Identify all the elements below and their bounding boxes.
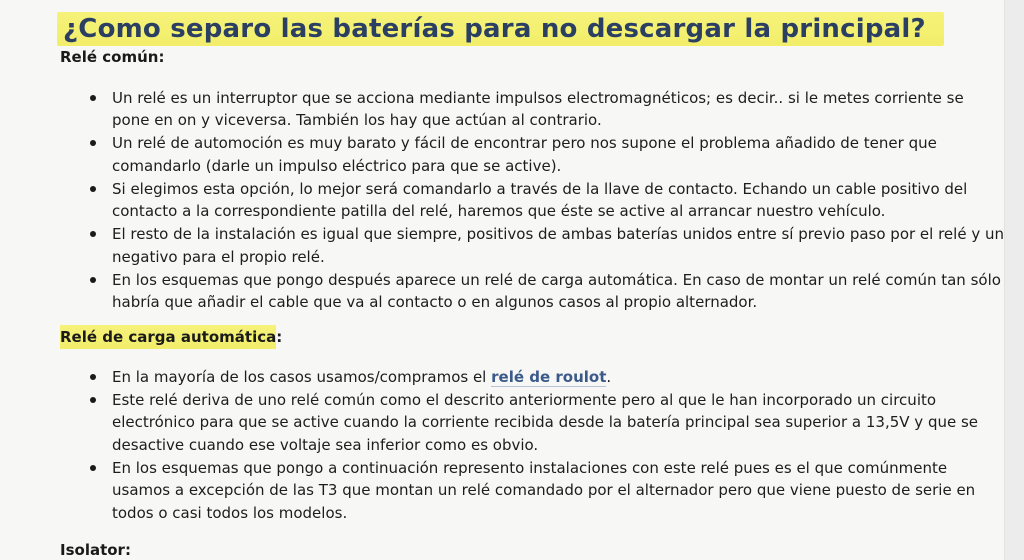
list-item: Este relé deriva de uno relé común como el descrito anteriormente pero al que le han incorporado un circuito electrónico para que se active cuando la corriente recibida desde la batería principal sea superior a 13,5V y que se desactive cuando ese voltaje sea inferior como es obvio.: [60, 389, 1005, 456]
rele-comun-list: [60, 87, 1005, 313]
list-item-text: En la mayoría de los casos usamos/compramos el: [112, 368, 492, 386]
section-heading-rele-comun: Relé común:: [60, 48, 165, 66]
section-heading-rele-carga-automatica: [60, 328, 282, 346]
list-item: [60, 366, 1005, 388]
page-edge: [1004, 0, 1024, 560]
list-item: Un relé es un interruptor que se acciona mediante impulsos electromagnéticos; es decir.. si le metes corriente se pone en on y viceversa. También los hay que actúan al contrario.: [60, 87, 1005, 132]
list-item-text: .: [606, 368, 612, 386]
list-item: Un relé de automoción es muy barato y fácil de encontrar pero nos supone el problema añadido de tener que comandarlo (darle un impulso eléctrico para que se active).: [60, 132, 1005, 177]
rele-carga-list: [60, 366, 1005, 524]
rele-de-roulot-link[interactable]: relé de roulot: [491, 368, 607, 386]
list-item: En los esquemas que pongo a continuación represento instalaciones con este relé pues es el que comúnmente usamos a excepción de las T3 que montan un relé comandado por el alternador pero que viene puesto de serie en todos o casi todos los modelos.: [60, 457, 1005, 524]
heading-colon: :: [276, 328, 283, 346]
title-highlight: ¿Como separo las baterías para no descargar la principal?: [57, 12, 944, 46]
page-title: [57, 8, 944, 50]
heading-highlight: Relé de carga automática: [60, 325, 276, 349]
list-item: Si elegimos esta opción, lo mejor será comandarlo a través de la llave de contacto. Echando un cable positivo del contacto a la correspondiente patilla del relé, haremos que éste se active al arrancar nuestro vehículo.: [60, 178, 1005, 223]
list-item: En los esquemas que pongo después aparece un relé de carga automática. En caso de montar un relé común tan sólo habría que añadir el cable que va al contacto o en algunos casos al propio alternador.: [60, 269, 1005, 314]
section-heading-isolator: Isolator:: [60, 541, 131, 559]
list-item: El resto de la instalación es igual que siempre, positivos de ambas baterías unidos entre sí previo paso por el relé y un negativo para el propio relé.: [60, 223, 1005, 268]
